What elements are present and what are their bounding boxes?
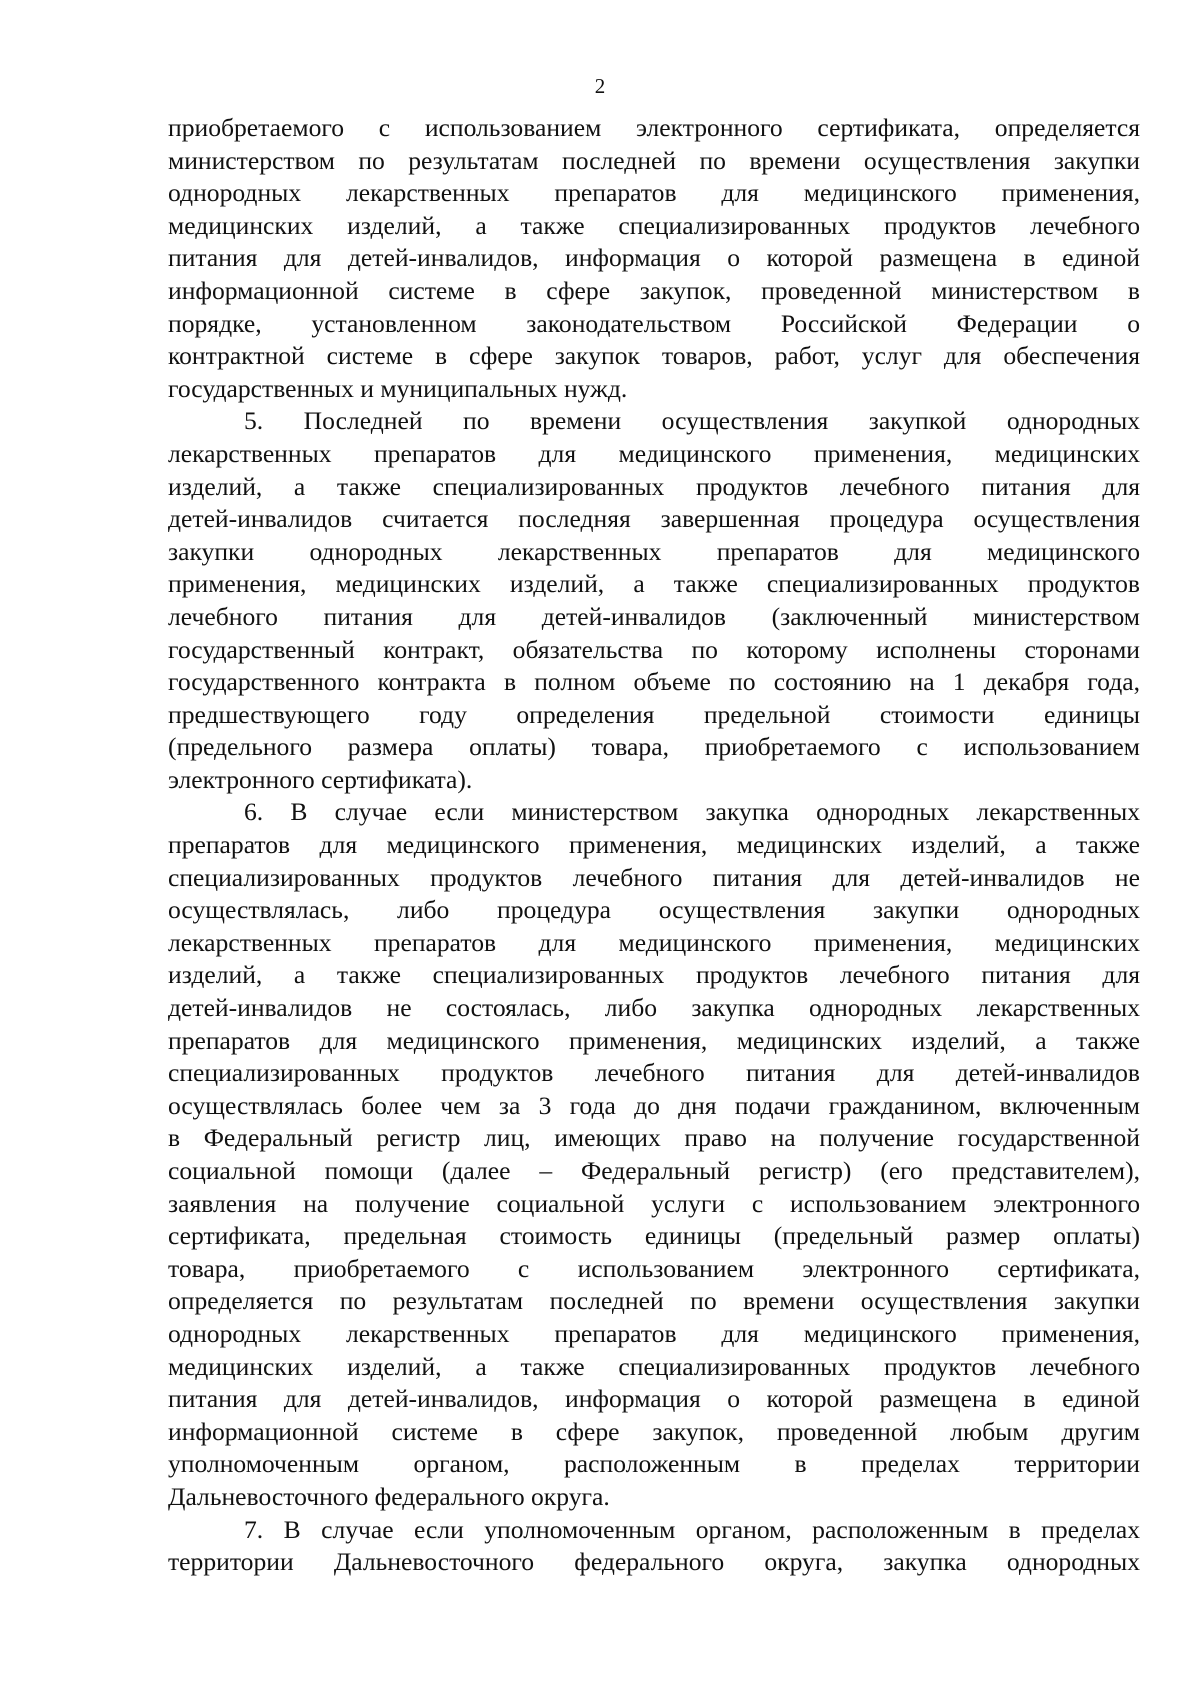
document-body	[168, 112, 1140, 1579]
text-line: государственных и муниципальных нужд.	[168, 373, 628, 403]
text-line: лекарственных препаратов для медицинского применения, медицинских	[168, 927, 1140, 957]
text-line: лечебного питания для детей-инвалидов (заключенный министерством	[168, 601, 1140, 631]
text-line: социальной помощи (далее – Федеральный регистр) (его представителем),	[168, 1156, 1140, 1185]
text-line: медицинских изделий, а также специализированных продуктов лечебного	[168, 1351, 1140, 1381]
text-line: контрактной системе в сфере закупок товаров, работ, услуг для обеспечения	[168, 341, 1140, 371]
text-line: закупки однородных лекарственных препаратов для медицинского	[168, 536, 1140, 566]
text-line: министерством по результатам последней по времени осуществления закупки	[168, 145, 1140, 175]
text-line: предшествующего году определения предельной стоимости единицы	[168, 699, 1140, 729]
text-line: сертификата, предельная стоимость единицы (предельный размер оплаты)	[168, 1221, 1140, 1251]
text-line: определяется по результатам последней по времени осуществления закупки	[168, 1286, 1140, 1316]
text-line: детей-инвалидов считается последняя завершенная процедура осуществления	[168, 504, 1140, 534]
text-line: информационной системе в сфере закупок, проведенной любым другим	[168, 1416, 1140, 1446]
text-line: осуществлялась более чем за 3 года до дня подачи гражданином, включенным	[168, 1090, 1140, 1120]
paragraph	[168, 112, 1140, 405]
text-line: осуществлялась, либо процедура осуществления закупки однородных	[168, 895, 1140, 925]
text-line: лекарственных препаратов для медицинского применения, медицинских	[168, 438, 1140, 468]
text-line: 5. Последней по времени осуществления закупкой однородных	[244, 406, 1140, 436]
text-line: 7. В случае если уполномоченным органом, расположенным в пределах	[244, 1514, 1140, 1544]
text-line: медицинских изделий, а также специализированных продуктов лечебного	[168, 210, 1140, 240]
text-line: информационной системе в сфере закупок, проведенной министерством в	[168, 275, 1140, 305]
text-line: препаратов для медицинского применения, медицинских изделий, а также	[168, 830, 1140, 860]
text-line: применения, медицинских изделий, а также специализированных продуктов	[168, 569, 1140, 599]
text-line: государственного контракта в полном объеме по состоянию на 1 декабря года,	[168, 667, 1140, 697]
text-line: порядке, установленном законодательством Российской Федерации о	[168, 308, 1140, 338]
text-line: заявления на получение социальной услуги с использованием электронного	[168, 1188, 1140, 1218]
text-line: специализированных продуктов лечебного питания для детей-инвалидов не	[168, 862, 1140, 892]
text-line: Дальневосточного федерального округа.	[168, 1481, 610, 1511]
text-line: однородных лекарственных препаратов для медицинского применения,	[168, 178, 1140, 208]
text-line: препаратов для медицинского применения, медицинских изделий, а также	[168, 1025, 1140, 1055]
text-line: (предельного размера оплаты) товара, приобретаемого с использованием	[168, 732, 1140, 762]
page-number: 2	[594, 74, 606, 98]
text-line: территории Дальневосточного федерального округа, закупка однородных	[168, 1547, 1140, 1577]
text-line: специализированных продуктов лечебного питания для детей-инвалидов	[168, 1058, 1140, 1088]
text-line: государственный контракт, обязательства по которому исполнены сторонами	[168, 634, 1140, 664]
text-line: изделий, а также специализированных продуктов лечебного питания для	[168, 471, 1140, 501]
paragraph	[168, 796, 1140, 1513]
text-line: электронного сертификата).	[168, 764, 473, 794]
text-line: уполномоченным органом, расположенным в пределах территории	[168, 1449, 1140, 1479]
text-line: детей-инвалидов не состоялась, либо закупка однородных лекарственных	[168, 993, 1140, 1023]
paragraph	[168, 1514, 1140, 1579]
paragraph	[168, 405, 1140, 796]
text-line: товара, приобретаемого с использованием электронного сертификата,	[168, 1253, 1140, 1283]
text-line: 6. В случае если министерством закупка однородных лекарственных	[244, 797, 1140, 827]
text-line: приобретаемого с использованием электронного сертификата, определяется	[168, 113, 1140, 142]
text-line: питания для детей-инвалидов, информация о которой размещена в единой	[168, 243, 1140, 273]
text-line: питания для детей-инвалидов, информация о которой размещена в единой	[168, 1384, 1140, 1414]
text-line: однородных лекарственных препаратов для медицинского применения,	[168, 1318, 1140, 1348]
text-line: изделий, а также специализированных продуктов лечебного питания для	[168, 960, 1140, 990]
text-line: в Федеральный регистр лиц, имеющих право на получение государственной	[168, 1123, 1140, 1153]
